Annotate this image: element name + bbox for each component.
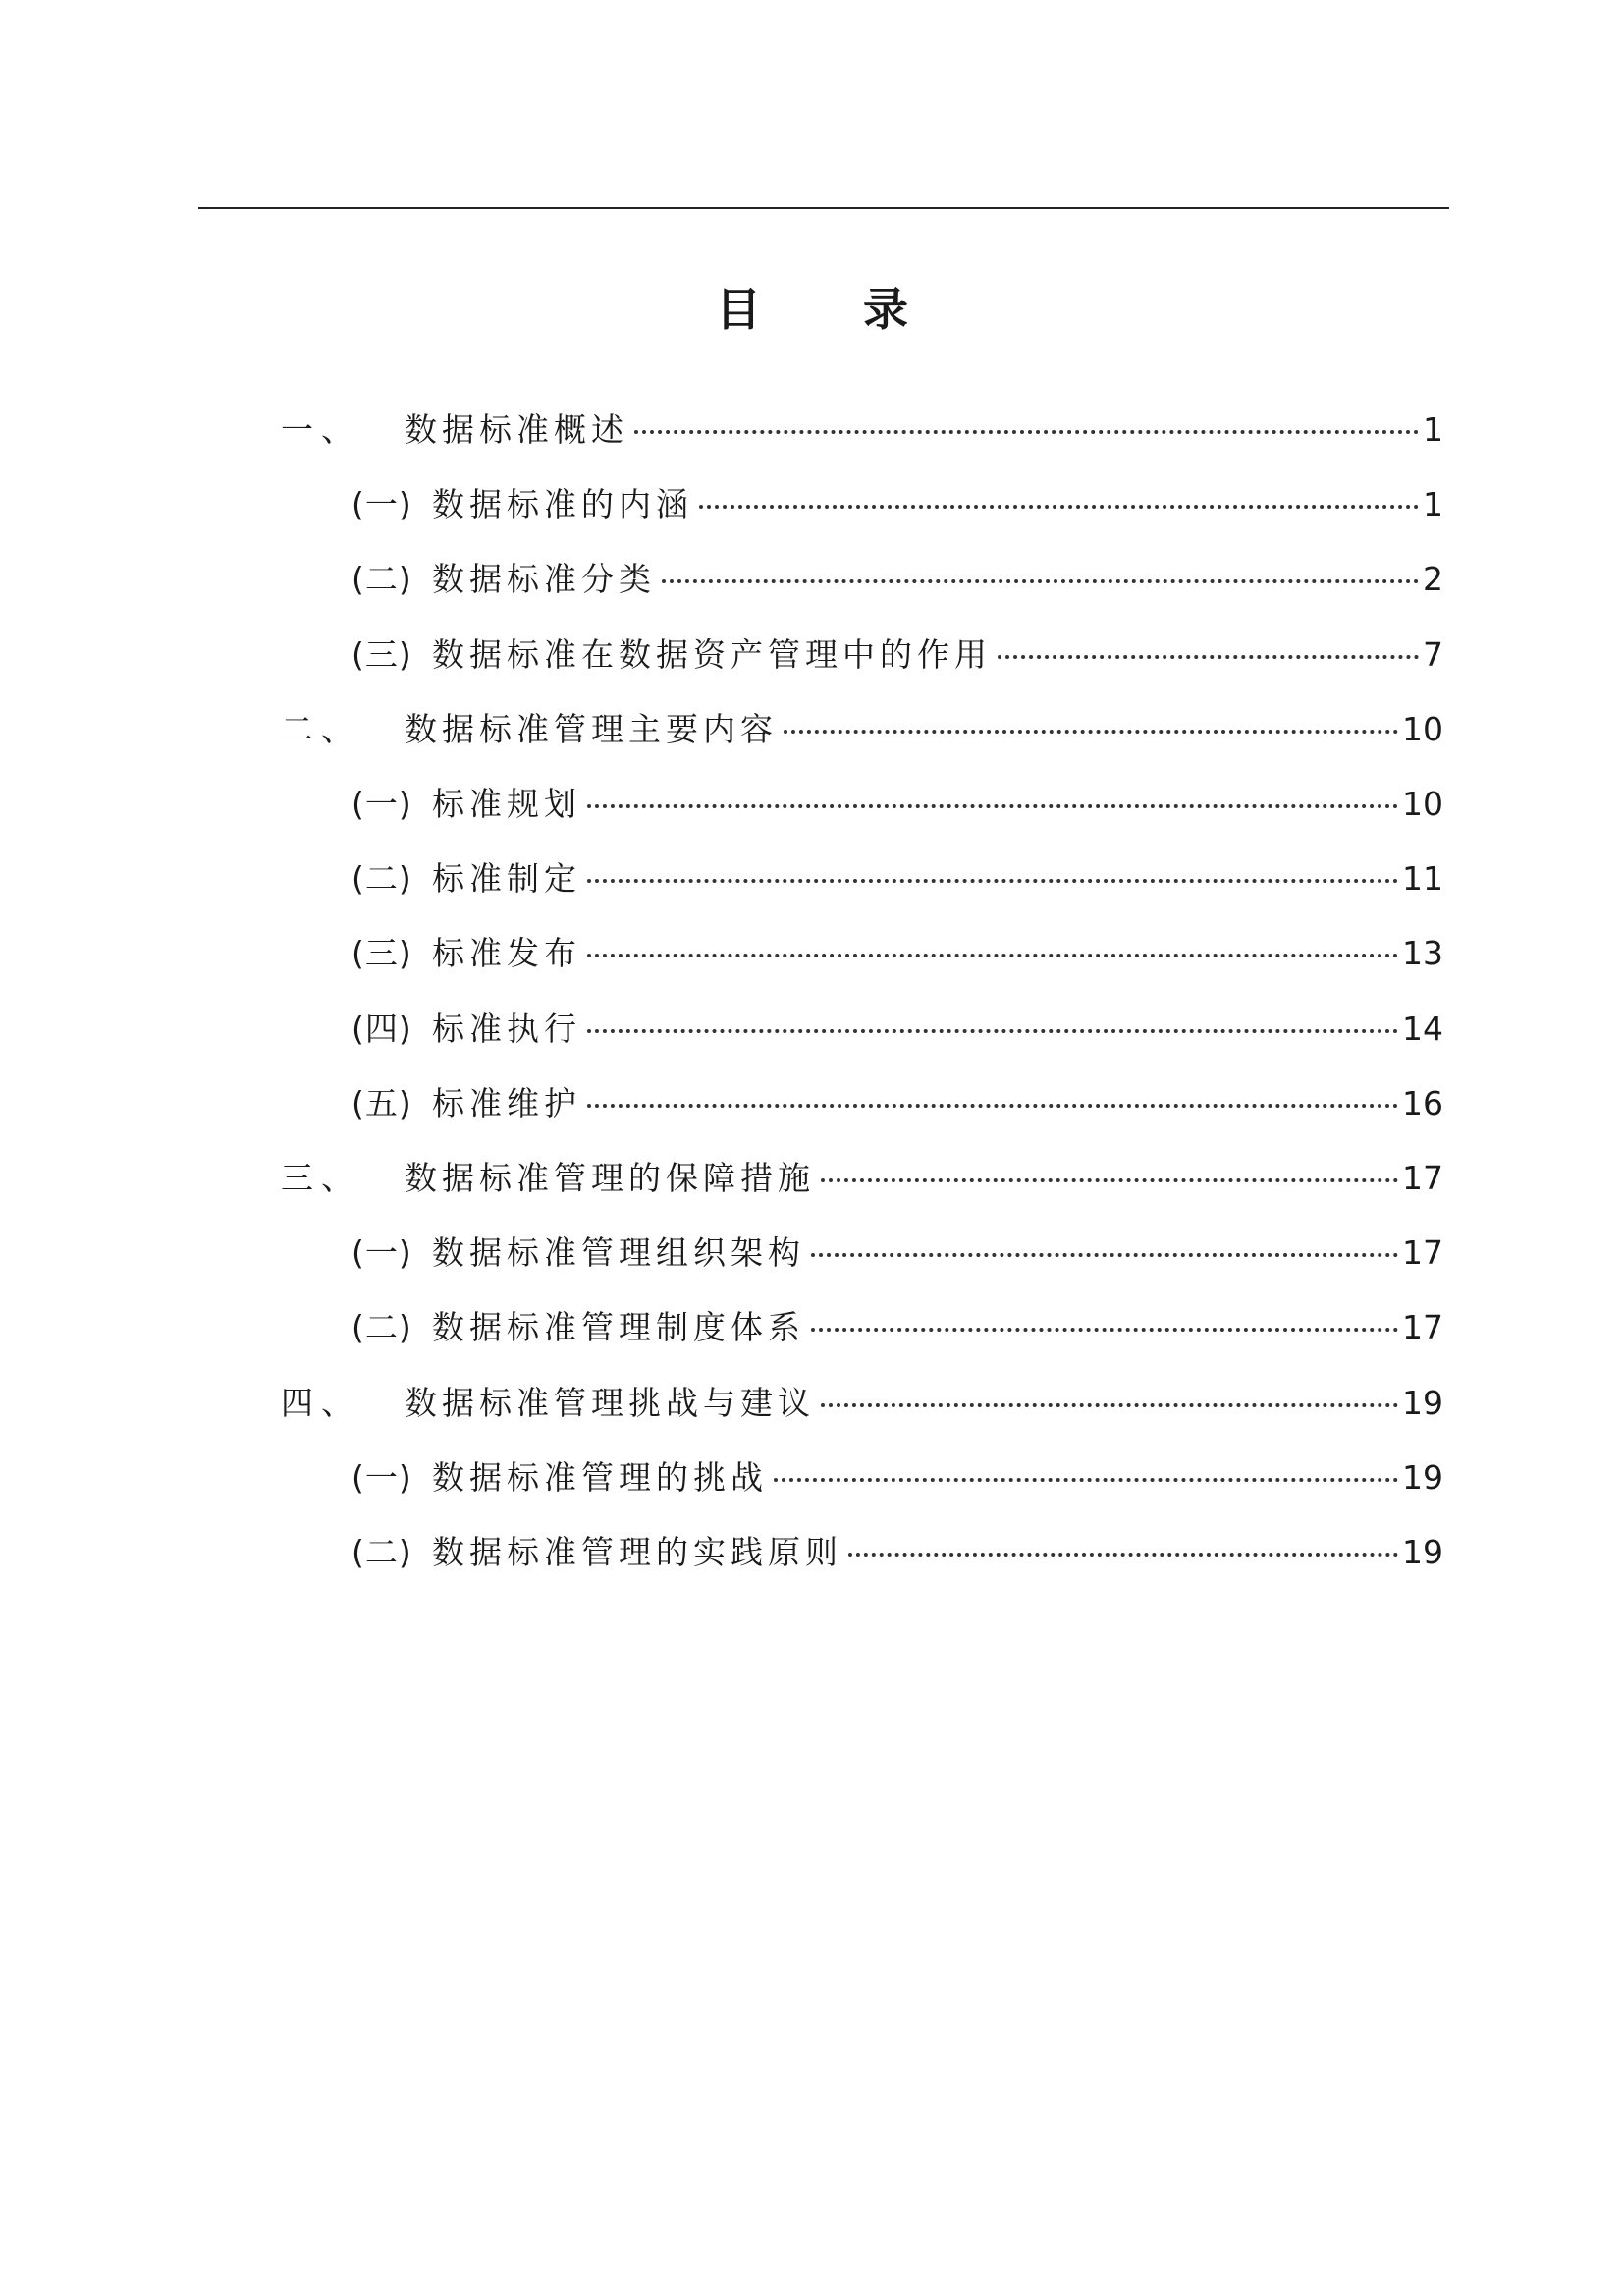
toc-entry-page-number: 14	[1402, 1010, 1443, 1048]
dot-leader	[587, 804, 1398, 808]
toc-entry-number: 三、	[281, 1159, 361, 1197]
toc-entry-page-number: 10	[1402, 785, 1443, 823]
page-title: 目 录	[715, 283, 951, 336]
toc-entry-page-number: 10	[1402, 710, 1443, 748]
toc-entry-number: 二、	[281, 710, 361, 748]
toc-entry-number: 四、	[281, 1384, 361, 1422]
dot-leader	[821, 1178, 1398, 1182]
toc-entry[interactable]	[352, 1450, 1443, 1505]
toc-entry-number: (一)	[352, 485, 412, 523]
toc-entry-label: 数据标准在数据资产管理中的作用	[432, 635, 992, 674]
toc-entry[interactable]	[281, 1151, 1443, 1206]
dot-leader	[848, 1553, 1398, 1557]
dot-leader	[811, 1253, 1398, 1257]
toc-entry-number: (三)	[352, 934, 412, 972]
toc-entry-number: 一、	[281, 410, 361, 449]
toc-entry-label: 数据标准管理挑战与建议	[405, 1384, 815, 1422]
dot-leader	[699, 505, 1419, 509]
toc-entry[interactable]	[352, 851, 1443, 906]
toc-entry-page-number: 1	[1423, 485, 1443, 523]
toc-entry-number: (一)	[352, 1233, 412, 1272]
toc-entry[interactable]	[352, 477, 1443, 532]
toc-entry-label: 标准维护	[432, 1084, 581, 1122]
dot-leader	[784, 730, 1398, 734]
toc-entry-page-number: 16	[1402, 1084, 1443, 1122]
toc-entry[interactable]	[281, 702, 1443, 757]
toc-entry-number: (三)	[352, 635, 412, 674]
toc-entry-page-number: 11	[1402, 859, 1443, 898]
toc-entry-label: 数据标准管理制度体系	[432, 1308, 805, 1346]
toc-entry-page-number: 13	[1402, 934, 1443, 972]
toc-entry-number: (一)	[352, 785, 412, 823]
toc-entry-label: 标准发布	[432, 934, 581, 972]
toc-entry-number: (二)	[352, 1308, 412, 1346]
toc-entry-label: 标准执行	[432, 1010, 581, 1048]
toc-entry[interactable]	[352, 1525, 1443, 1580]
toc-entry-label: 数据标准的内涵	[432, 485, 693, 523]
toc-entry[interactable]	[352, 1002, 1443, 1057]
toc-entry[interactable]	[352, 552, 1443, 607]
dot-leader	[634, 430, 1419, 434]
toc-entry-number: (四)	[352, 1010, 412, 1048]
toc-entry-number: (一)	[352, 1458, 412, 1497]
dot-leader	[811, 1328, 1398, 1332]
toc-entry-page-number: 17	[1402, 1159, 1443, 1197]
toc-entry-number: (二)	[352, 859, 412, 898]
dot-leader	[587, 954, 1398, 957]
dot-leader	[587, 1104, 1398, 1108]
dot-leader	[821, 1403, 1398, 1407]
toc-entry-page-number: 19	[1402, 1533, 1443, 1571]
dot-leader	[587, 879, 1398, 883]
toc-entry-number: (二)	[352, 560, 412, 598]
dot-leader	[998, 655, 1419, 659]
toc-entry-label: 标准规划	[432, 785, 581, 823]
dot-leader	[662, 579, 1419, 583]
toc-entry[interactable]	[352, 777, 1443, 832]
toc-entry-page-number: 19	[1402, 1384, 1443, 1422]
dot-leader	[774, 1478, 1398, 1482]
toc-entry-label: 数据标准管理主要内容	[405, 710, 778, 748]
toc-entry-label: 数据标准管理的实践原则	[432, 1533, 842, 1571]
toc-entry-page-number: 2	[1423, 560, 1443, 598]
toc-entry-label: 数据标准管理组织架构	[432, 1233, 805, 1272]
toc-entry-label: 数据标准分类	[432, 560, 656, 598]
toc-entry[interactable]	[352, 1076, 1443, 1131]
toc-entry[interactable]	[352, 1226, 1443, 1281]
toc-entry[interactable]	[352, 628, 1443, 683]
toc-entry-label: 标准制定	[432, 859, 581, 898]
toc-entry[interactable]	[281, 403, 1443, 458]
toc-entry-label: 数据标准管理的挑战	[432, 1458, 768, 1497]
toc-entry[interactable]	[352, 1300, 1443, 1355]
toc-entry-page-number: 7	[1423, 635, 1443, 674]
toc-entry-page-number: 19	[1402, 1458, 1443, 1497]
toc-entry-number: (五)	[352, 1084, 412, 1122]
toc-entry-page-number: 17	[1402, 1233, 1443, 1272]
toc-entry-number: (二)	[352, 1533, 412, 1571]
toc-entry-page-number: 17	[1402, 1308, 1443, 1346]
toc-entry-page-number: 1	[1423, 410, 1443, 449]
toc-entry-label: 数据标准概述	[405, 410, 628, 449]
toc-entry[interactable]	[352, 926, 1443, 981]
toc-entry-label: 数据标准管理的保障措施	[405, 1159, 815, 1197]
dot-leader	[587, 1029, 1398, 1033]
toc-entry[interactable]	[281, 1376, 1443, 1431]
